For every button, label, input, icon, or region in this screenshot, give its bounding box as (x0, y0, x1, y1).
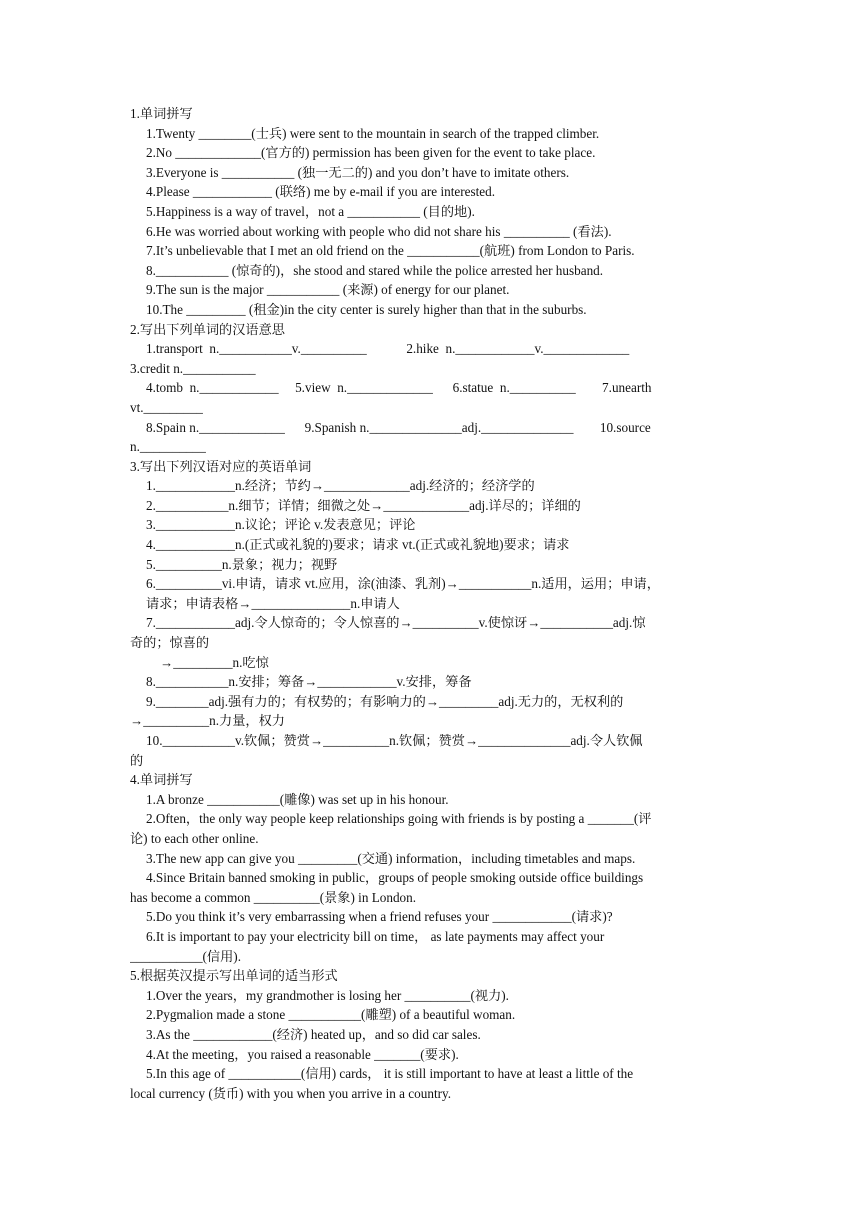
vocab-row: 4.____________n.(正式或礼貌的)要求；请求 vt.(正式或礼貌地)要求；请求 (146, 537, 570, 553)
vocab-row: 4.tomb n.____________ 5.view n._____________ 6.statue n.__________ 7.unearth (146, 380, 652, 396)
section-title: 2.写出下列单词的汉语意思 (130, 321, 285, 337)
vocab-row: 1.transport n.___________v.__________ 2.hike n.____________v._____________ (146, 341, 630, 357)
vocab-row: 7.____________adj.令人惊奇的；令人惊喜的→__________v.使惊讶→___________adj.惊 (146, 615, 646, 631)
vocab-row-continued: 请求；申请表格→_______________n.申请人 (146, 595, 400, 611)
question-continued: ___________(信用). (130, 948, 241, 964)
question: 6.He was worried about working with people who did not share his __________ (看法). (146, 223, 612, 239)
vocab-row-continued: 奇的；惊喜的 (130, 635, 210, 651)
question: 3.The new app can give you _________(交通) information，including timetables and maps. (146, 850, 636, 866)
vocab-row-continued: →__________n.力量，权力 (130, 713, 285, 729)
question-continued: 论) to each other online. (130, 830, 259, 846)
question: 4.Please ____________ (联络) me by e-mail if you are interested. (146, 184, 496, 200)
question: 7.It’s unbelievable that I met an old friend on the ___________(航班) from London to Paris. (146, 243, 635, 259)
question: 6.It is important to pay your electricity bill on time， as late payments may affect your (146, 928, 605, 944)
question: 5.Happiness is a way of travel，not a ___________ (目的地). (146, 203, 475, 219)
vocab-row: 2.___________n.细节；详情；细微之处→_____________adj.详尽的；详细的 (146, 497, 581, 513)
vocab-row: 3.credit n.___________ (130, 360, 256, 376)
worksheet (130, 104, 730, 1103)
section-title: 3.写出下列汉语对应的英语单词 (130, 458, 312, 474)
question: 2.Pygmalion made a stone ___________(雕塑) of a beautiful woman. (146, 1007, 516, 1023)
question: 1.Twenty ________(士兵) were sent to the mountain in search of the trapped climber. (146, 125, 600, 141)
section-title: 1.单词拼写 (130, 106, 193, 121)
vocab-row: vt._________ (130, 399, 203, 415)
vocab-row: 8.Spain n._____________ 9.Spanish n.______________adj.______________ 10.source (146, 419, 651, 435)
question: 5.In this age of ___________(信用) cards， it is still important to have at least a little of the (146, 1066, 634, 1082)
section-title: 5.根据英汉提示写出单词的适当形式 (130, 968, 338, 984)
question: 2.Often，the only way people keep relationships going with friends is by posting a _______(评 (146, 811, 652, 827)
question-continued: has become a common __________(景象) in London. (130, 889, 417, 905)
question: 4.At the meeting，you raised a reasonable _______(要求). (146, 1046, 459, 1062)
question: 1.Over the years，my grandmother is losing her __________(视力). (146, 987, 509, 1003)
question: 1.A bronze ___________(雕像) was set up in his honour. (146, 791, 449, 807)
vocab-row: 5.__________n.景象；视力；视野 (146, 556, 338, 572)
vocab-row: n.__________ (130, 439, 206, 455)
question: 3.Everyone is ___________ (独一无二的) and you don’t have to imitate others. (146, 164, 570, 180)
vocab-row: 9.________adj.强有力的；有权势的；有影响力的→_________adj.无力的，无权利的 (146, 693, 624, 709)
vocab-row: 6.__________vi.申请，请求 vt.应用，涂(油漆、乳剂)→___________n.适用，运用；申请， (146, 576, 660, 592)
vocab-row: 10.___________v.钦佩；赞赏→__________n.钦佩；赞赏→______________adj.令人钦佩 (146, 733, 643, 748)
vocab-row-continued: 的 (130, 752, 144, 768)
question-continued: local currency (货币) with you when you arrive in a country. (130, 1085, 452, 1101)
question: 3.As the ____________(经济) heated up，and so did car sales. (146, 1026, 481, 1042)
question: 8.___________ (惊奇的)，she stood and stared while the police arrested her husband. (146, 262, 604, 278)
vocab-row: 1.____________n.经济；节约→_____________adj.经济的；经济学的 (146, 478, 535, 494)
question: 9.The sun is the major ___________ (来源) of energy for our planet. (146, 282, 510, 298)
vocab-row: 8.___________n.安排；筹备→____________v.安排，筹备 (146, 674, 472, 690)
question: 10.The _________ (租金)in the city center is surely higher than that in the suburbs. (146, 301, 587, 317)
question: 5.Do you think it’s very embarrassing when a friend refuses your ____________(请求)? (146, 909, 613, 925)
section-title: 4.单词拼写 (130, 772, 193, 788)
question: 4.Since Britain banned smoking in public，groups of people smoking outside office buildings (146, 870, 644, 886)
question: 2.No _____________(官方的) permission has been given for the event to take place. (146, 145, 596, 161)
vocab-row: 3.____________n.议论；评论 v.发表意见；评论 (146, 517, 416, 533)
vocab-row-continued: →_________n.吃惊 (160, 654, 269, 670)
